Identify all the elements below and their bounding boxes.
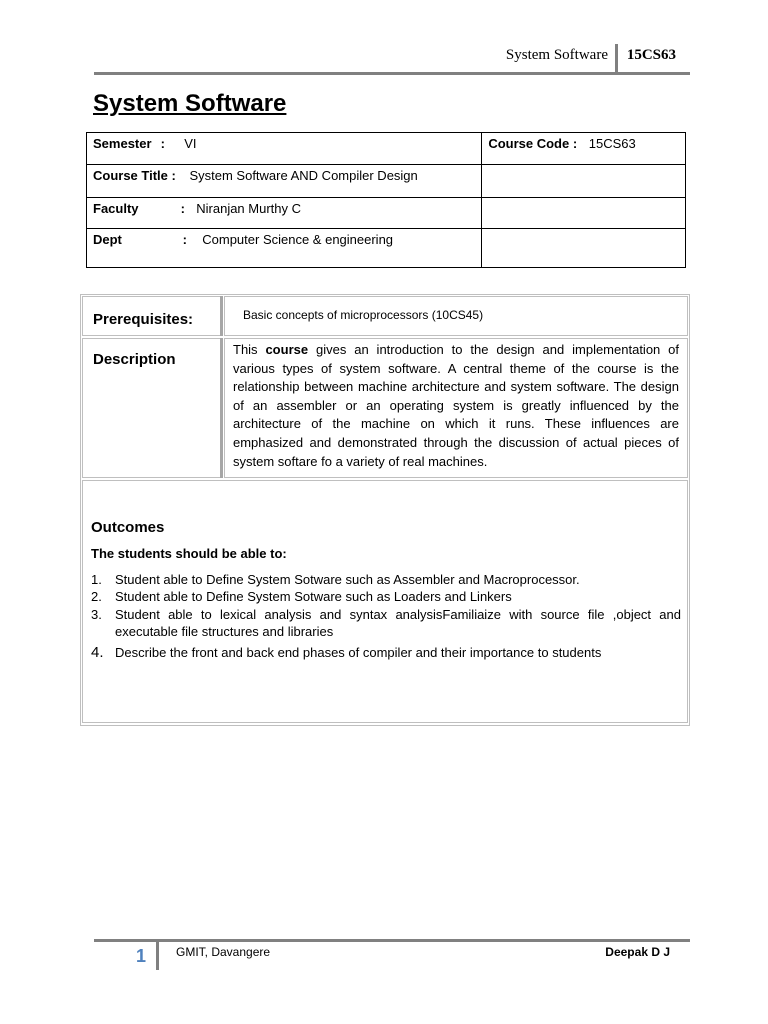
list-item-number: 2. xyxy=(91,589,102,605)
header-course-code: 15CS63 xyxy=(626,47,676,63)
info-row-dept xyxy=(87,229,686,268)
column-divider xyxy=(220,296,223,336)
course-code-cell xyxy=(482,133,686,165)
description-label-cell xyxy=(82,338,222,478)
footer-author: Deepak D J xyxy=(605,945,670,959)
prerequisites-label-cell xyxy=(82,296,222,336)
dept-cell xyxy=(87,229,482,268)
info-row-semester xyxy=(87,133,686,165)
course-details-box xyxy=(80,294,690,726)
description-text xyxy=(233,341,679,471)
header-divider xyxy=(615,44,618,72)
semester-cell xyxy=(87,133,482,165)
faculty-value: Niranjan Murthy C xyxy=(196,201,302,216)
list-item xyxy=(91,644,681,661)
outcomes-title: Outcomes xyxy=(91,519,165,536)
empty-cell xyxy=(482,229,686,268)
list-item-text: Student able to Define System Sotware such as Assembler and Macroprocessor. xyxy=(115,572,580,587)
list-item xyxy=(91,606,681,641)
prerequisites-label: Prerequisites: xyxy=(93,311,194,328)
description-text-rest: gives an introduction to the design and implementation of various types of system software. A central theme of the course is the relationship between machine architecture and system software. The design of an assembler or an operating system is greatly influenced by the architecture of the machine on which it runs. These influences are emphasized and demonstrated through the discussion of actual pieces of system softare fo a variety of real machines. xyxy=(233,342,680,469)
colon: : xyxy=(180,201,185,216)
column-divider xyxy=(220,338,223,478)
course-title-label: Course Title : xyxy=(93,168,176,183)
outcomes-subtitle: The students should be able to: xyxy=(91,546,287,561)
semester-label: Semester xyxy=(93,136,152,151)
course-title-value: System Software AND Compiler Design xyxy=(189,168,418,183)
list-item-text: Student able to Define System Sotware such as Loaders and Linkers xyxy=(115,589,512,605)
document-title: System Software xyxy=(93,90,287,117)
course-code-value: 15CS63 xyxy=(588,136,636,151)
footer-divider xyxy=(156,942,159,970)
prerequisites-text: Basic concepts of microprocessors (10CS45) xyxy=(243,308,484,322)
info-row-course-title xyxy=(87,165,686,198)
list-item-number: 3. xyxy=(91,606,102,622)
faculty-cell xyxy=(87,198,482,229)
course-info-table xyxy=(86,132,686,268)
list-item-number: 4. xyxy=(91,643,104,661)
colon: : xyxy=(182,232,187,247)
empty-cell xyxy=(482,198,686,229)
page-number: 1 xyxy=(136,946,147,966)
description-text-bold: course xyxy=(265,342,309,357)
course-code-label: Course Code : xyxy=(488,136,578,151)
list-item-number: 1. xyxy=(91,572,102,587)
description-label: Description xyxy=(93,351,176,368)
list-item xyxy=(91,571,681,588)
empty-cell xyxy=(482,165,686,198)
page-footer xyxy=(94,939,690,966)
list-item-text: Describe the front and back end phases of compiler and their importance to students xyxy=(115,644,602,660)
header-title: System Software xyxy=(505,47,608,63)
prerequisites-text-cell xyxy=(224,296,688,336)
description-text-cell xyxy=(224,338,688,478)
list-item-text: Student able to lexical analysis and syntax analysisFamiliaize with source file ,object and executable file structures and libraries xyxy=(115,606,681,640)
page-header xyxy=(94,44,690,75)
semester-value: VI xyxy=(184,136,197,151)
dept-value: Computer Science & engineering xyxy=(202,232,394,247)
outcomes-list xyxy=(91,571,681,661)
dept-label: Dept xyxy=(93,232,122,247)
info-row-faculty xyxy=(87,198,686,229)
list-item xyxy=(91,588,681,605)
colon: : xyxy=(160,136,165,151)
footer-institution: GMIT, Davangere xyxy=(176,945,271,959)
description-text-start: This xyxy=(233,342,266,357)
faculty-label: Faculty xyxy=(93,201,139,216)
course-title-cell xyxy=(87,165,482,198)
